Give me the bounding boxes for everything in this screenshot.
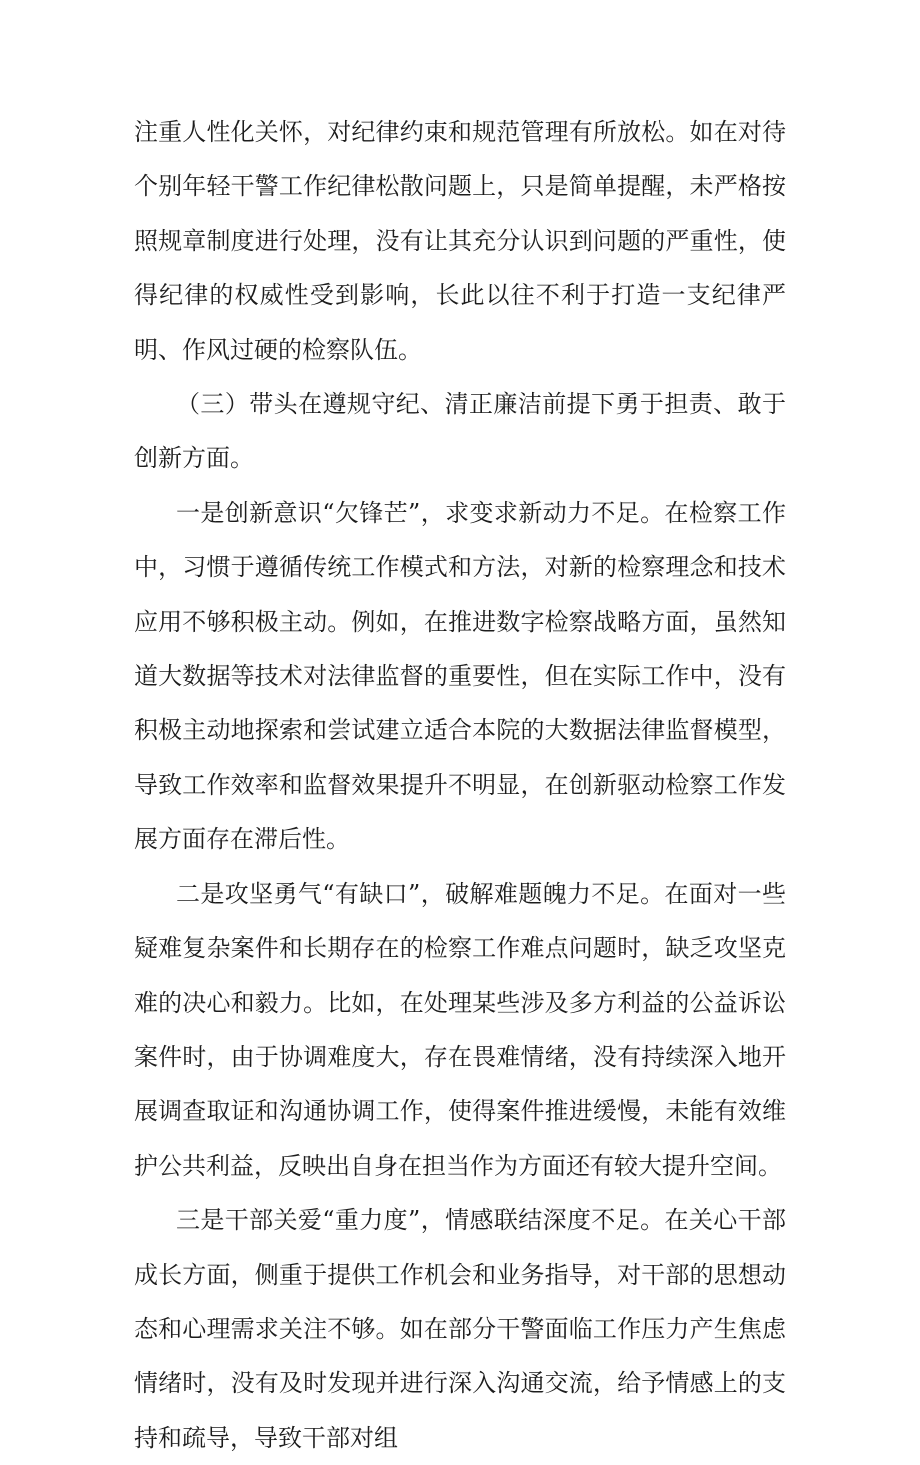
section-heading: （三）带头在遵规守纪、清正廉洁前提下勇于担责、敢于创新方面。 — [134, 390, 786, 473]
paragraph-courage: 二是攻坚勇气“有缺口”，破解难题魄力不足。在面对一些疑难复杂案件和长期存在的检察工作难点问题时，缺乏攻坚克难的决心和毅力。比如，在处理某些涉及多方利益的公益诉讼案件时，由于协调难度大，存在畏难情绪，没有持续深入地开展调查取证和沟通协调工作，使得案件推进缓慢，未能有效维护公共利益，反映出自身在担当作为方面还有较大提升空间。 — [134, 879, 786, 1180]
paragraph-continuation: 注重人性化关怀，对纪律约束和规范管理有所放松。如在对待个别年轻干警工作纪律松散问题上，只是简单提醒，未严格按照规章制度进行处理，没有让其充分认识到问题的严重性，使得纪律的权威性受到影响，长此以往不利于打造一支纪律严明、作风过硬的检察队伍。 — [134, 118, 786, 364]
paragraph-care: 三是干部关爱“重力度”，情感联结深度不足。在关心干部成长方面，侧重于提供工作机会和业务指导，对干部的思想动态和心理需求关注不够。如在部分干警面临工作压力产生焦虑情绪时，没有及时发现并进行深入沟通交流，给予情感上的支持和疏导，导致干部对组 — [134, 1206, 786, 1452]
paragraph-innovation: 一是创新意识“欠锋芒”，求变求新动力不足。在检察工作中，习惯于遵循传统工作模式和方法，对新的检察理念和技术应用不够积极主动。例如，在推进数字检察战略方面，虽然知道大数据等技术对法律监督的重要性，但在实际工作中，没有积极主动地探索和尝试建立适合本院的大数据法律监督模型，导致工作效率和监督效果提升不明显，在创新驱动检察工作发展方面存在滞后性。 — [134, 498, 786, 854]
document-body — [134, 105, 786, 1465]
